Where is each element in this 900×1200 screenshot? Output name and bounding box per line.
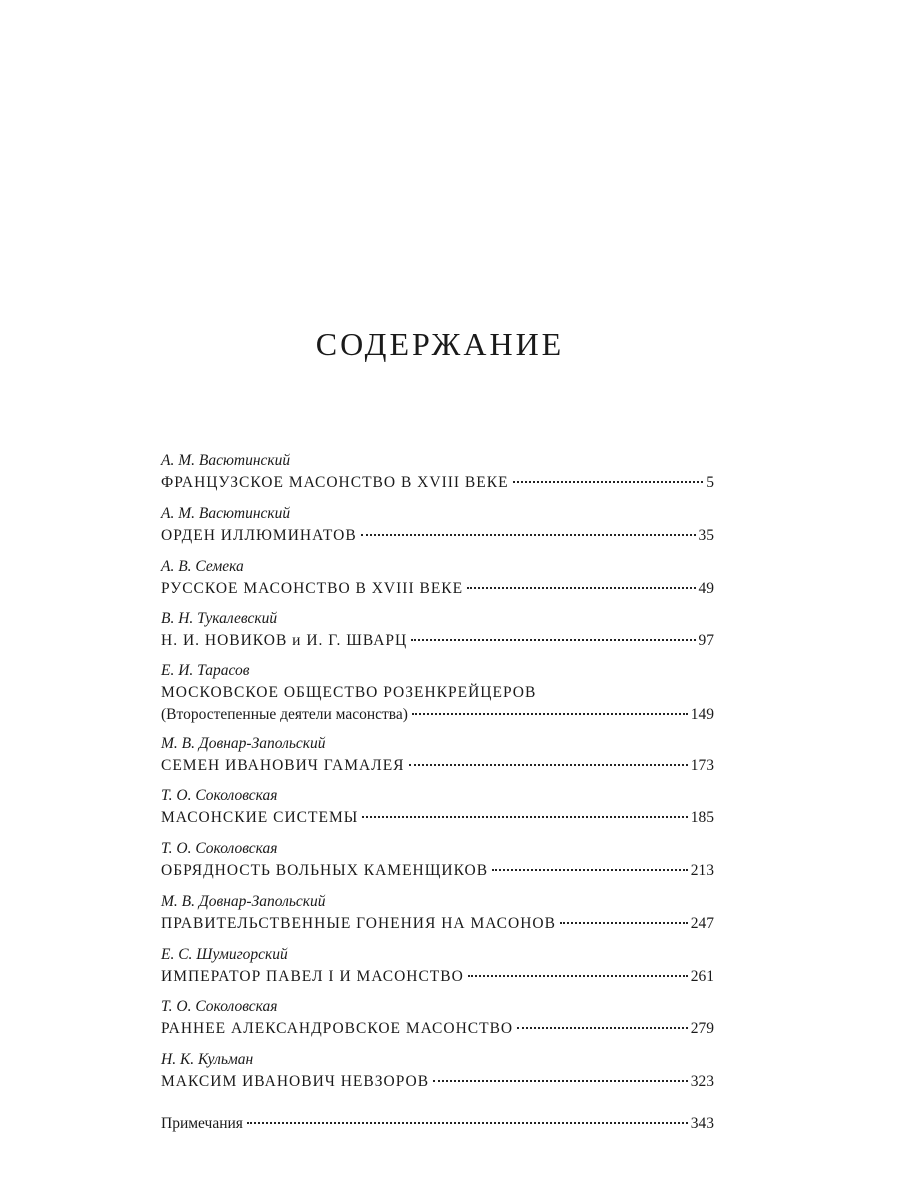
toc-title: ИМПЕРАТОР ПАВЕЛ I И МАСОНСТВО	[161, 968, 464, 985]
toc-author: А. В. Семека	[161, 558, 244, 575]
dot-leader	[560, 922, 688, 924]
toc-author: Н. К. Кульман	[161, 1051, 254, 1068]
toc-entry[interactable]	[161, 785, 714, 829]
toc-page-number: 49	[698, 580, 714, 597]
toc-title: СЕМЕН ИВАНОВИЧ ГАМАЛЕЯ	[161, 757, 405, 774]
toc-page-number: 97	[698, 632, 714, 649]
toc-author: М. В. Довнар-Запольский	[161, 735, 326, 752]
toc-title: ФРАНЦУЗСКОЕ МАСОНСТВО В XVIII ВЕКЕ	[161, 474, 509, 491]
toc-page-number: 185	[690, 809, 714, 826]
toc-entry[interactable]	[161, 450, 714, 494]
dot-leader	[411, 639, 695, 641]
toc-title: МАСОНСКИЕ СИСТЕМЫ	[161, 809, 359, 826]
toc-entry[interactable]	[161, 503, 714, 547]
dot-leader	[361, 534, 696, 536]
toc-page-number: 149	[690, 706, 714, 723]
toc-title: ОРДЕН ИЛЛЮМИНАТОВ	[161, 527, 357, 544]
dot-leader	[409, 764, 688, 766]
toc-page-number: 261	[690, 968, 714, 985]
toc-title: Примечания	[161, 1115, 243, 1132]
dot-leader	[362, 816, 688, 818]
toc-entry[interactable]	[161, 1049, 714, 1093]
toc-author: А. М. Васютинский	[161, 505, 291, 522]
toc-entry[interactable]	[161, 944, 714, 988]
toc-title: РАННЕЕ АЛЕКСАНДРОВСКОЕ МАСОНСТВО	[161, 1020, 514, 1037]
toc-entry[interactable]	[161, 733, 714, 777]
dot-leader	[517, 1027, 688, 1029]
toc-title: Н. И. НОВИКОВ и И. Г. ШВАРЦ	[161, 632, 408, 649]
toc-title: ПРАВИТЕЛЬСТВЕННЫЕ ГОНЕНИЯ НА МАСОНОВ	[161, 915, 556, 932]
toc-entry[interactable]	[161, 838, 714, 882]
toc-author: Е. И. Тарасов	[161, 662, 250, 679]
toc-page-number: 279	[690, 1020, 714, 1037]
toc-page-number: 35	[698, 527, 714, 544]
toc-author: М. В. Довнар-Запольский	[161, 893, 326, 910]
dot-leader	[247, 1122, 688, 1124]
dot-leader	[513, 481, 704, 483]
dot-leader	[467, 587, 695, 589]
toc-page-number: 5	[706, 474, 714, 491]
dot-leader	[412, 713, 688, 715]
toc-page-number: 343	[690, 1115, 714, 1132]
dot-leader	[492, 869, 688, 871]
toc-author: В. Н. Тукалевский	[161, 610, 278, 627]
toc-title: РУССКОЕ МАСОНСТВО В XVIII ВЕКЕ	[161, 580, 464, 597]
toc-title: ОБРЯДНОСТЬ ВОЛЬНЫХ КАМЕНЩИКОВ	[161, 862, 489, 879]
toc-author: Е. С. Шумигорский	[161, 946, 288, 963]
toc-page-number: 213	[690, 862, 714, 879]
toc-entry[interactable]	[161, 608, 714, 652]
toc-author: Т. О. Соколовская	[161, 998, 278, 1015]
toc-subtitle: (Второстепенные деятели масонства)	[161, 706, 408, 723]
dot-leader	[468, 975, 688, 977]
toc-entry[interactable]	[161, 891, 714, 935]
toc-title: МОСКОВСКОЕ ОБЩЕСТВО РОЗЕНКРЕЙЦЕРОВ	[161, 684, 537, 701]
toc-author: Т. О. Соколовская	[161, 787, 278, 804]
toc-entry[interactable]	[161, 996, 714, 1040]
toc-title: МАКСИМ ИВАНОВИЧ НЕВЗОРОВ	[161, 1073, 430, 1090]
toc-entry[interactable]	[161, 556, 714, 600]
toc-page-number: 247	[690, 915, 714, 932]
toc-author: А. М. Васютинский	[161, 452, 291, 469]
toc-page-number: 323	[690, 1073, 714, 1090]
toc-author: Т. О. Соколовская	[161, 840, 278, 857]
page-title: СОДЕРЖАНИЕ	[315, 326, 565, 362]
toc-entry[interactable]	[161, 660, 714, 726]
toc-page-number: 173	[690, 757, 714, 774]
dot-leader	[433, 1080, 688, 1082]
toc-entry-notes[interactable]	[161, 1113, 714, 1135]
